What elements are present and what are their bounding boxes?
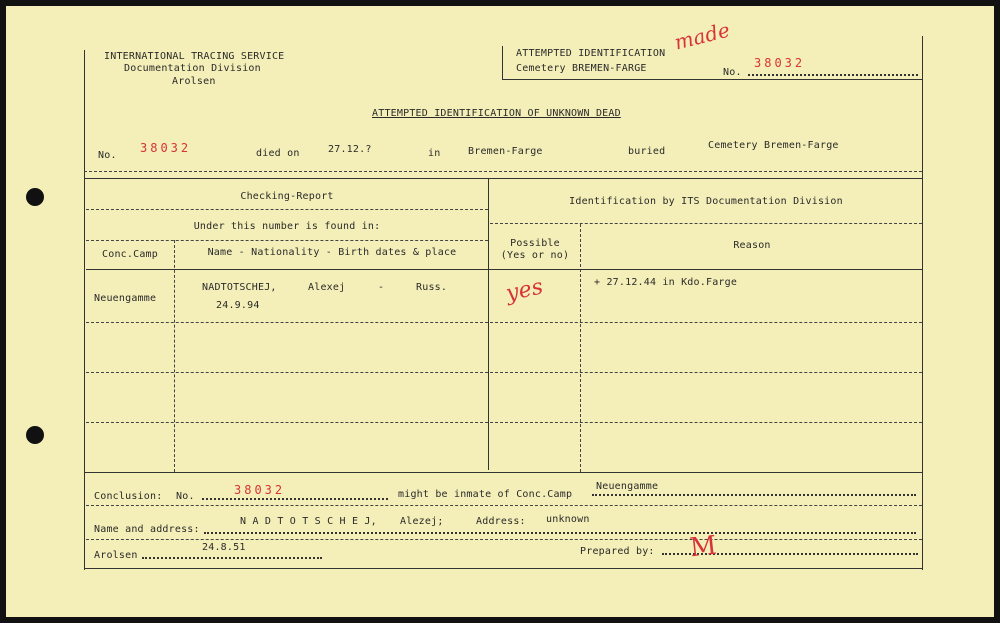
- table-divider-main: [488, 178, 489, 470]
- row-camp: Neuengamme: [94, 293, 157, 304]
- place-date: 24.8.51: [202, 542, 246, 553]
- org-location: Arolsen: [172, 76, 216, 87]
- document-card: [6, 6, 994, 617]
- buried-label: buried: [628, 146, 666, 157]
- row-surname: NADTOTSCHEJ,: [202, 282, 277, 293]
- org-name: INTERNATIONAL TRACING SERVICE: [104, 51, 285, 62]
- row-birth: 24.9.94: [216, 300, 260, 311]
- table-bottom: [84, 472, 922, 473]
- prepared-label: Prepared by:: [580, 546, 655, 557]
- row-line-2: [86, 372, 922, 373]
- in-label: in: [428, 148, 441, 159]
- record-no-value: 38032: [140, 141, 192, 155]
- checking-report-title: Checking-Report: [240, 191, 334, 202]
- org-division: Documentation Division: [124, 63, 261, 74]
- in-value: Bremen-Farge: [468, 146, 543, 157]
- row-dash: -: [378, 282, 385, 293]
- first-value: Alezej;: [400, 516, 444, 527]
- col-header-name: Name - Nationality - Birth dates & place: [207, 247, 457, 258]
- row-possible: yes: [503, 274, 546, 307]
- left-subtitle-line: [86, 240, 488, 241]
- document-title: ATTEMPTED IDENTIFICATION OF UNKNOWN DEAD: [372, 108, 621, 119]
- punch-hole-bottom: [26, 426, 44, 444]
- table-divider-right: [580, 224, 581, 472]
- place-dots: [142, 557, 322, 559]
- header-no-dots: [748, 74, 918, 76]
- address-value: unknown: [546, 514, 590, 525]
- died-label: died on: [256, 148, 300, 159]
- place-label: Arolsen: [94, 550, 138, 561]
- header-box-bottom: [502, 79, 922, 80]
- col-header-camp: Conc.Camp: [102, 249, 158, 260]
- checking-report-subtitle: Under this number is found in:: [193, 221, 381, 232]
- header-no-label: No.: [723, 67, 742, 78]
- col-header-reason: Reason: [733, 240, 771, 251]
- table-top: [84, 178, 922, 179]
- header-box-cemetery: Cemetery BREMEN-FARGE: [516, 63, 647, 74]
- conclusion-no-dots: [202, 498, 388, 500]
- row-reason: + 27.12.44 in Kdo.Farge: [594, 277, 738, 288]
- conclusion-no-value: 38032: [234, 483, 286, 497]
- col-header-possible: Possible: [510, 238, 560, 249]
- row-nationality: Russ.: [416, 282, 448, 293]
- address-label: Address:: [476, 516, 526, 527]
- frame-right: [922, 36, 923, 570]
- made-stamp: made: [671, 17, 733, 55]
- header-no-value: 38032: [754, 56, 806, 70]
- identification-title: Identification by ITS Documentation Division: [569, 196, 843, 207]
- left-title-line: [86, 209, 488, 210]
- punch-hole-top: [26, 188, 44, 206]
- prepared-initials: M: [688, 530, 719, 564]
- header-box-left: [502, 46, 503, 80]
- row-line-1: [86, 322, 922, 323]
- col-header-possible-hint: (Yes or no): [500, 250, 570, 261]
- footer-line-2: [86, 539, 922, 540]
- conclusion-no-label: No.: [176, 491, 195, 502]
- right-title-line: [490, 223, 922, 224]
- footer-line-1: [86, 505, 922, 506]
- row-line-3: [86, 422, 922, 423]
- row-firstname: Alexej: [308, 282, 346, 293]
- conclusion-camp-value: Neuengamme: [596, 481, 659, 492]
- conclusion-inmate-label: might be inmate of Conc.Camp: [398, 489, 573, 500]
- name-address-label: Name and address:: [94, 524, 200, 535]
- name-value: N A D T O T S C H E J,: [240, 516, 377, 527]
- table-divider-left: [174, 240, 175, 472]
- header-box-title: ATTEMPTED IDENTIFICATION: [516, 48, 666, 59]
- header-row-line: [86, 269, 922, 270]
- record-line: [84, 171, 922, 172]
- conclusion-label: Conclusion:: [94, 491, 163, 502]
- buried-value: Cemetery Bremen-Farge: [708, 140, 839, 151]
- frame-left: [84, 50, 85, 570]
- died-value: 27.12.?: [328, 144, 372, 155]
- name-dots: [204, 532, 916, 534]
- conclusion-camp-dots: [592, 494, 916, 496]
- record-no-label: No.: [98, 150, 117, 161]
- frame-bottom: [84, 568, 922, 569]
